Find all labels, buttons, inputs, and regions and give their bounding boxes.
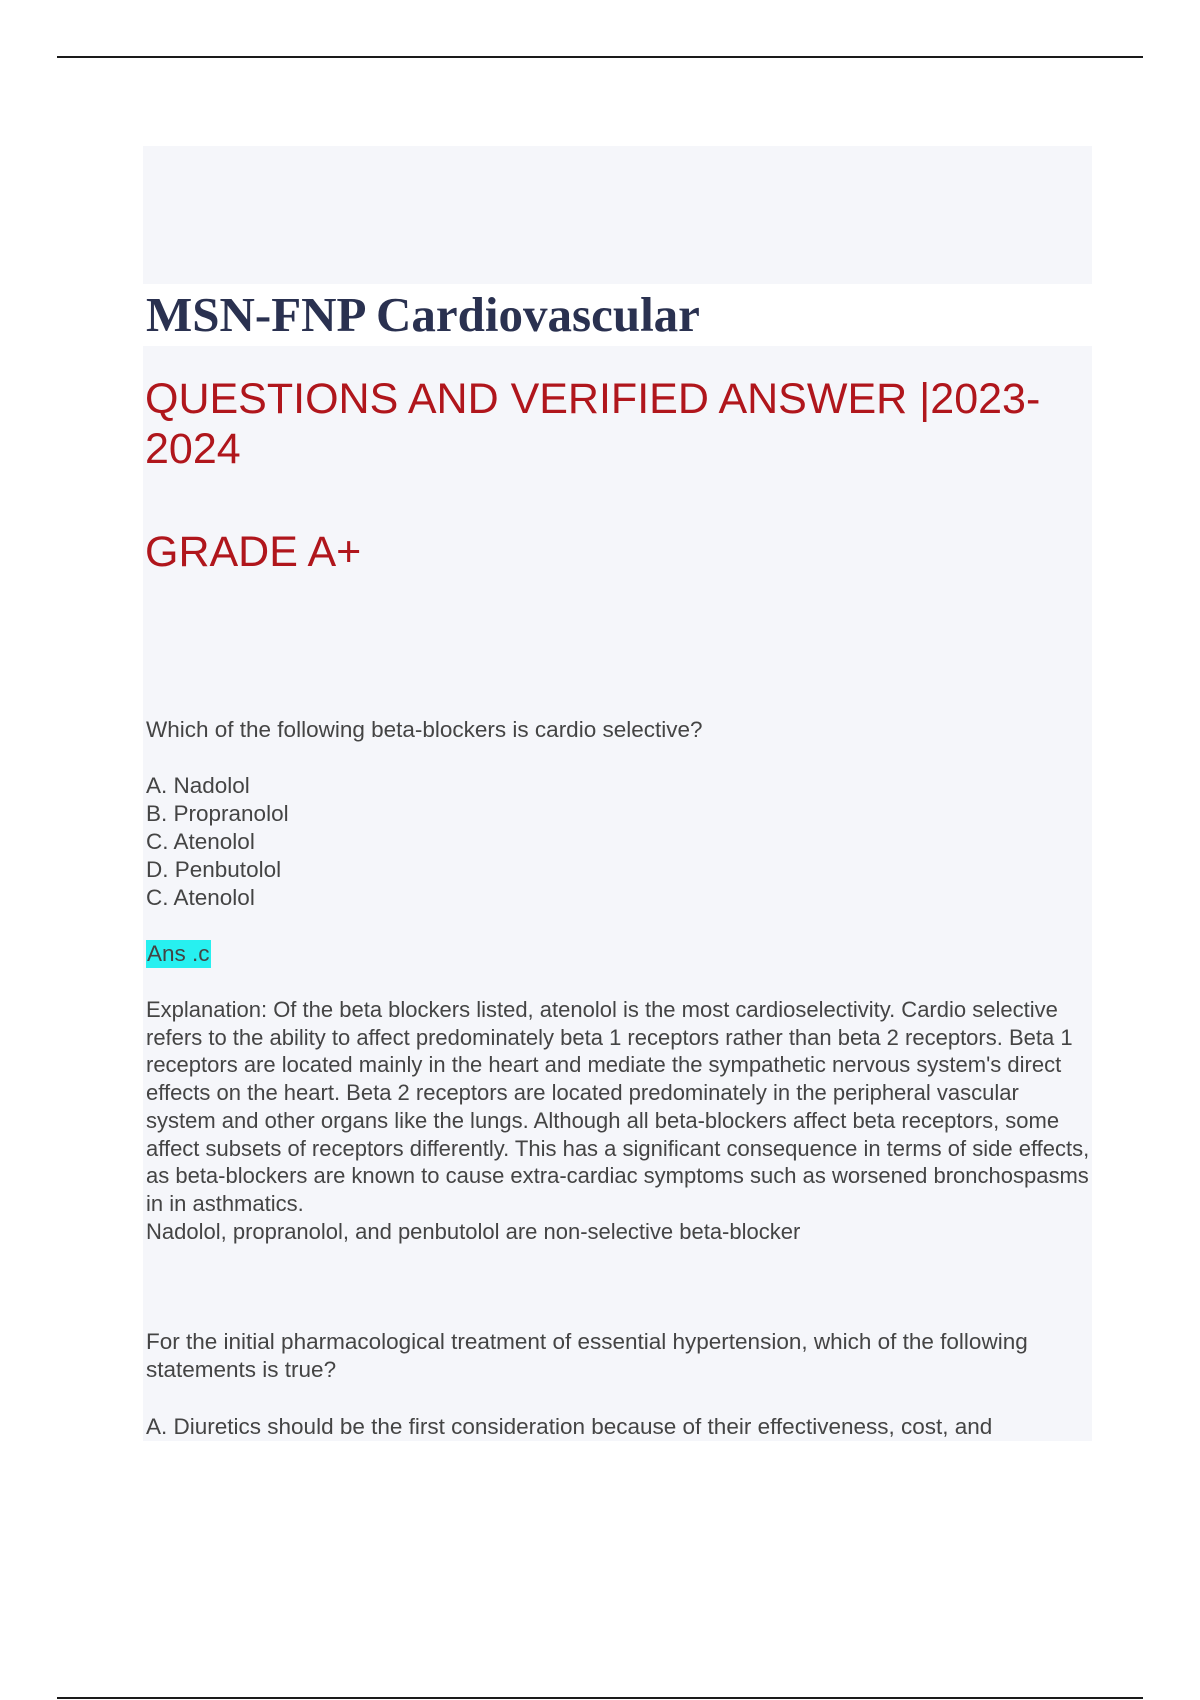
option-item: D. Penbutolol [146,857,282,882]
document-subtitle: QUESTIONS AND VERIFIED ANSWER |2023-2024 [145,375,1041,473]
question-2-option-a: A. Diuretics should be the first consideration because of their effectiveness, cost, and [146,1414,993,1439]
top-rule [57,56,1143,58]
question-1-text: Which of the following beta-blockers is cardio selective? [146,717,703,742]
option-item: A. Nadolol [146,773,250,798]
explanation-body: Explanation: Of the beta blockers listed, atenolol is the most cardioselectivity. Cardio selective refers to the ability to affect predominately beta 1 receptors rather than beta 2 receptors. Beta 1 receptors are located mainly in the heart and mediate the sympathetic nervous system's direct effects on the heart. Beta 2 receptors are located predominately in the peripheral vascular system and other organs like the lungs. Although all beta-blockers affect beta receptors, some affect subsets of receptors differently. This has a significant consequence in terms of side effects, as beta-blockers are known to cause extra-cardiac symptoms such as worsened bronchospasms in in asthmatics. [146,997,1090,1216]
question-1-options [146,772,1091,912]
explanation-text [146,996,1094,1245]
header-band [143,146,1092,284]
grade-label: GRADE A+ [145,528,362,576]
option-item: C. Atenolol [146,885,255,910]
bottom-rule [57,1697,1143,1699]
question-2-text: For the initial pharmacological treatment of essential hypertension, which of the following statements is true? [146,1329,1028,1382]
option-item: B. Propranolol [146,801,289,826]
explanation-tail: Nadolol, propranolol, and penbutolol are non-selective beta-blocker [146,1218,801,1244]
option-item: C. Atenolol [146,829,255,854]
answer-highlight: Ans .c [147,941,210,966]
document-title: MSN-FNP Cardiovascular [146,287,700,342]
